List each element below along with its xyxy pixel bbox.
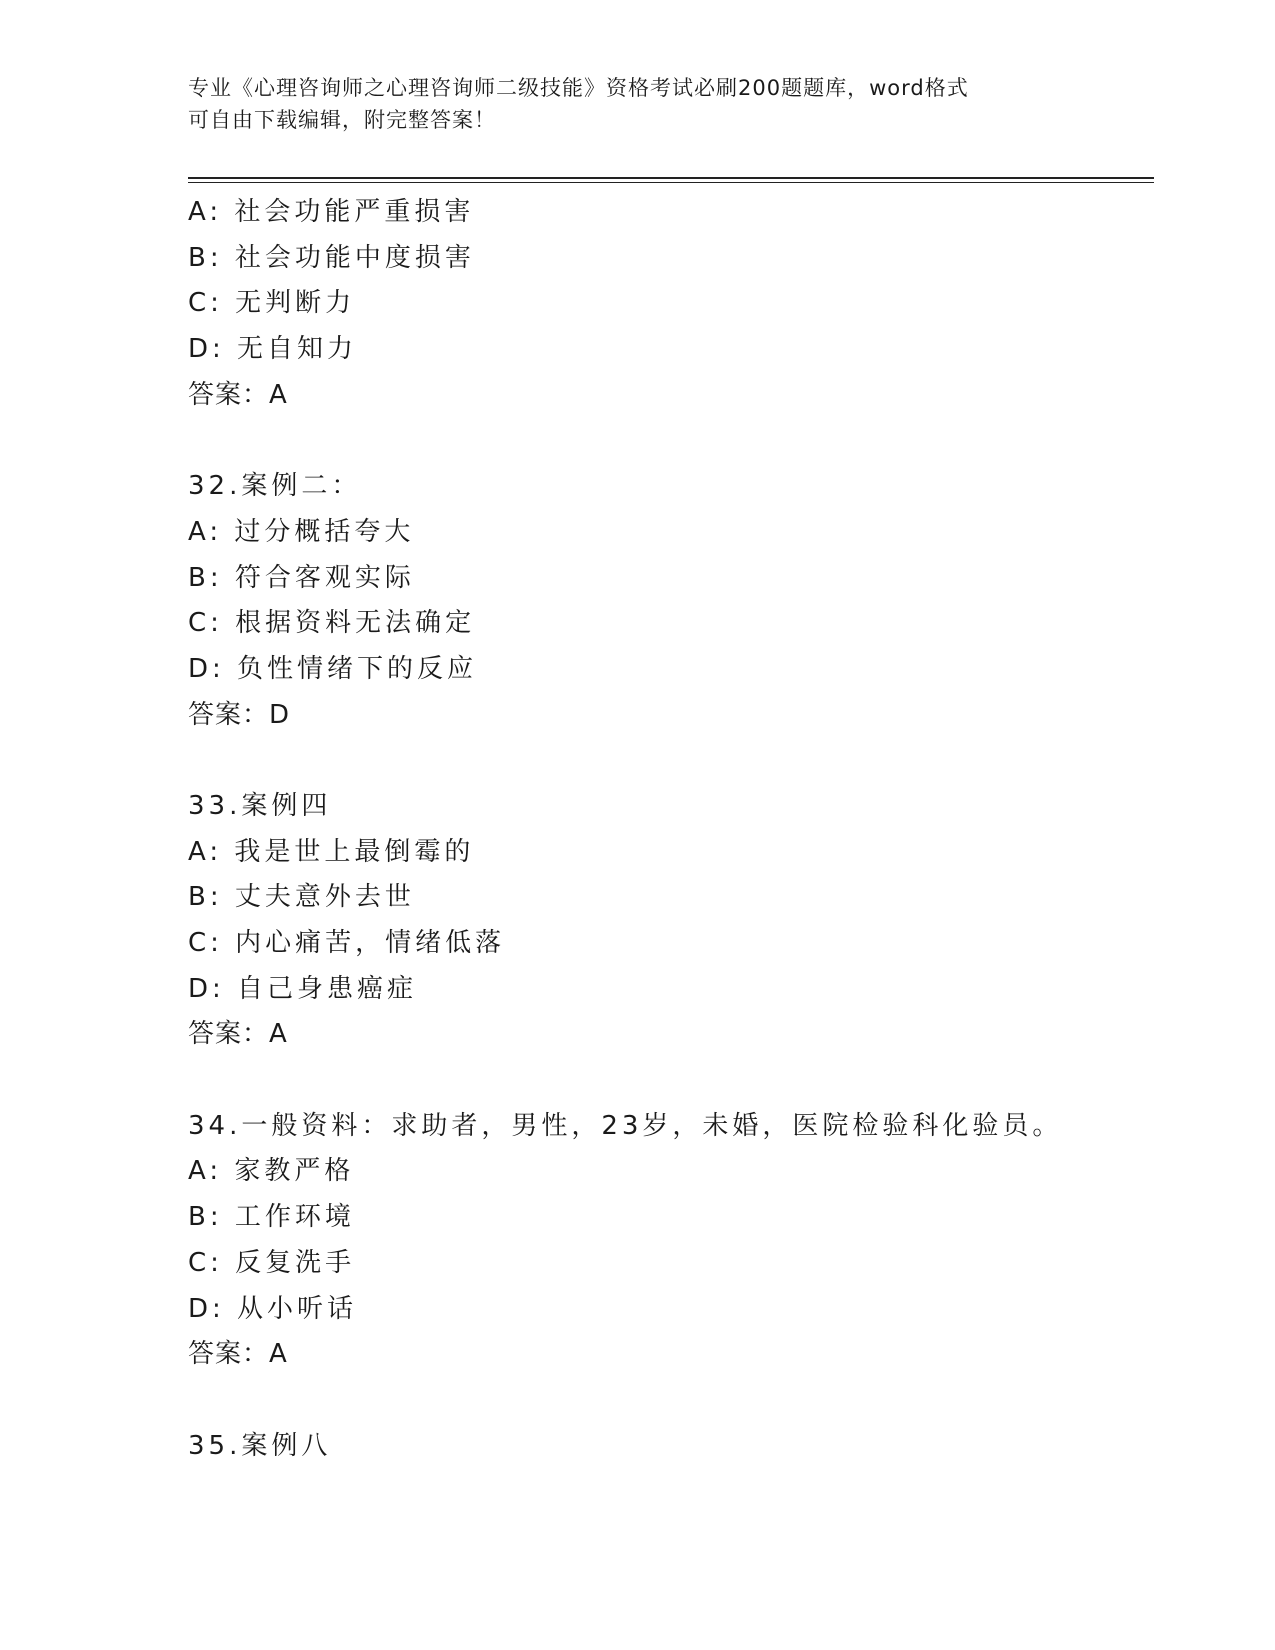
answer-line: 答案：A — [188, 379, 288, 410]
option-d: D: 无自知力 — [188, 334, 358, 365]
option-d: D: 从小听话 — [188, 1293, 358, 1324]
option-c: C: 反复洗手 — [188, 1247, 356, 1278]
question-stem: 33.案例四 — [188, 790, 332, 821]
question-stem: 34.一般资料：求助者，男性，23岁，未婚，医院检验科化验员。 — [188, 1110, 1063, 1141]
option-c: C: 无判断力 — [188, 288, 356, 319]
option-d: D: 自己身患癌症 — [188, 973, 418, 1004]
spacer — [188, 418, 1148, 464]
document-header — [188, 72, 1068, 136]
header-divider-thin — [188, 182, 1154, 183]
header-line-2: 可自由下载编辑，附完整答案！ — [188, 108, 496, 132]
option-b: B: 社会功能中度损害 — [188, 242, 475, 273]
answer-line: 答案：A — [188, 1019, 288, 1050]
option-a: A: 家教严格 — [188, 1156, 355, 1187]
option-b: B: 工作环境 — [188, 1202, 355, 1233]
header-divider-thick — [188, 177, 1154, 179]
question-list — [188, 190, 1148, 1469]
header-line-1: 专业《心理咨询师之心理咨询师二级技能》资格考试必刷200题题库，word格式 — [188, 76, 969, 100]
spacer — [188, 1378, 1148, 1424]
option-c: C: 根据资料无法确定 — [188, 608, 476, 639]
question-stem: 32.案例二： — [188, 471, 362, 502]
option-b: B: 丈夫意外去世 — [188, 882, 415, 913]
option-b: B: 符合客观实际 — [188, 562, 415, 593]
spacer — [188, 1058, 1148, 1104]
option-a: A: 我是世上最倒霉的 — [188, 836, 475, 867]
option-d: D: 负性情绪下的反应 — [188, 653, 478, 684]
question-stem: 35.案例八 — [188, 1430, 332, 1461]
answer-line: 答案：D — [188, 699, 291, 730]
option-a: A: 过分概括夸大 — [188, 516, 415, 547]
option-a: A: 社会功能严重损害 — [188, 197, 475, 227]
spacer — [188, 738, 1148, 784]
option-c: C: 内心痛苦，情绪低落 — [188, 928, 506, 958]
answer-line: 答案：A — [188, 1339, 288, 1370]
